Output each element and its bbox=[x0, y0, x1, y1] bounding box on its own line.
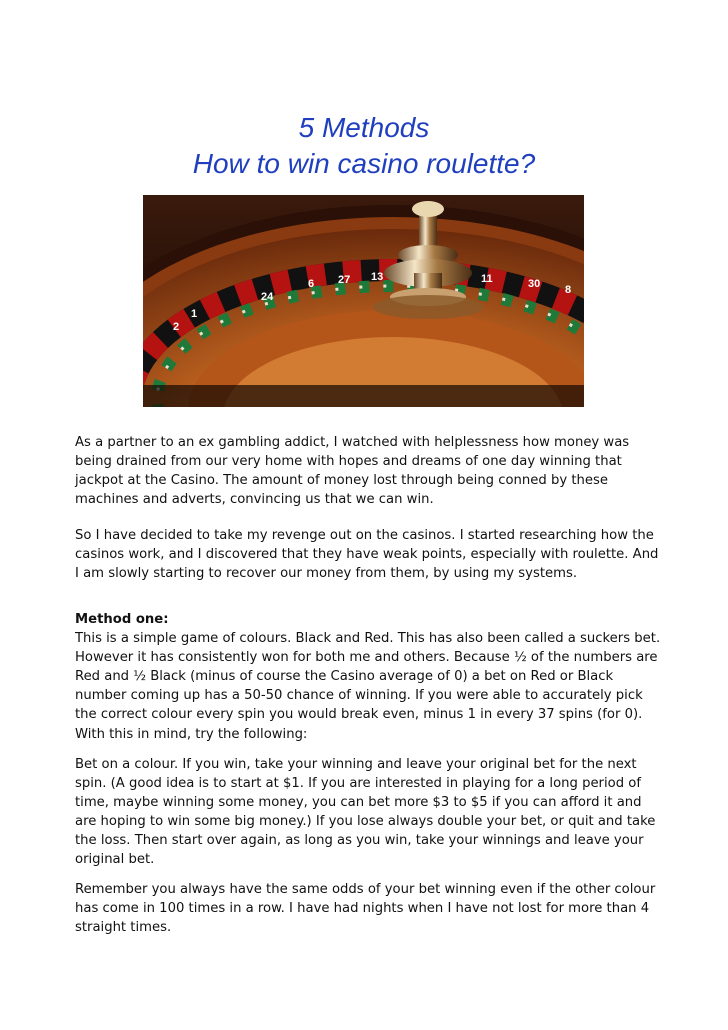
wheel-number: 27 bbox=[338, 274, 351, 286]
paragraph-text: Bet on a colour. If you win, take your winning and leave your original bet for the next spin. (A good idea is to start at $1. If you are interested in playing for a long period of time, maybe winning some money, you can bet more $3 to $5 if you can afford it and are hoping to win some big money.) If you lose always double your bet, or quit and take the loss. Then start over again, as long as you win, take your winnings and leave your original bet. bbox=[75, 757, 656, 868]
roulette-wheel-photo bbox=[143, 195, 584, 407]
method-heading: Method one: bbox=[75, 612, 169, 627]
wheel-number: 8 bbox=[565, 284, 572, 296]
wheel-number: 24 bbox=[261, 291, 274, 303]
paragraph-text: This is a simple game of colours. Black and Red. This has also been called a suckers bet. However it has consistently won for both me and others. Because ½ of the numbers are Red and ½ Black (minus of course the Casino average of 0) a bet on Red or Black number coming up has a 50-50 chance of winning. If you were able to accurately pick the correct colour every spin you would break even, minus 1 in every 37 spins (for 0). With this in mind, try the following: bbox=[75, 631, 661, 742]
revenge-paragraph bbox=[75, 526, 665, 583]
wheel-number: 2 bbox=[173, 321, 180, 333]
wheel-number: 30 bbox=[528, 278, 541, 290]
method-one-section bbox=[75, 610, 665, 744]
title-line-2: How to win casino roulette? bbox=[192, 148, 536, 179]
wheel-number: 1 bbox=[191, 308, 198, 320]
intro-paragraph bbox=[75, 433, 665, 509]
wheel-number: 11 bbox=[481, 273, 493, 285]
roulette-wheel-icon bbox=[143, 195, 584, 407]
odds-paragraph bbox=[75, 880, 665, 937]
paragraph-text: Remember you always have the same odds of your bet winning even if the other colour has come in 100 times in a row. I have had nights when I have not lost for more than 4 straight times. bbox=[75, 882, 656, 936]
title-line-1: 5 Methods bbox=[298, 112, 430, 143]
wheel-number: 6 bbox=[308, 278, 315, 290]
bet-instructions-paragraph bbox=[75, 755, 665, 870]
paragraph-text: So I have decided to take my revenge out on the casinos. I started researching how the casinos work, and I discovered that they have weak points, especially with roulette. And I am slowly starting to recover our money from them, by using my systems. bbox=[75, 528, 659, 582]
wheel-number: 13 bbox=[371, 271, 384, 283]
paragraph-text: As a partner to an ex gambling addict, I watched with helplessness how money was being drained from our very home with hopes and dreams of one day winning that jackpot at the Casino. The amount of money lost through being conned by these machines and adverts, convincing us that we can win. bbox=[75, 435, 630, 508]
